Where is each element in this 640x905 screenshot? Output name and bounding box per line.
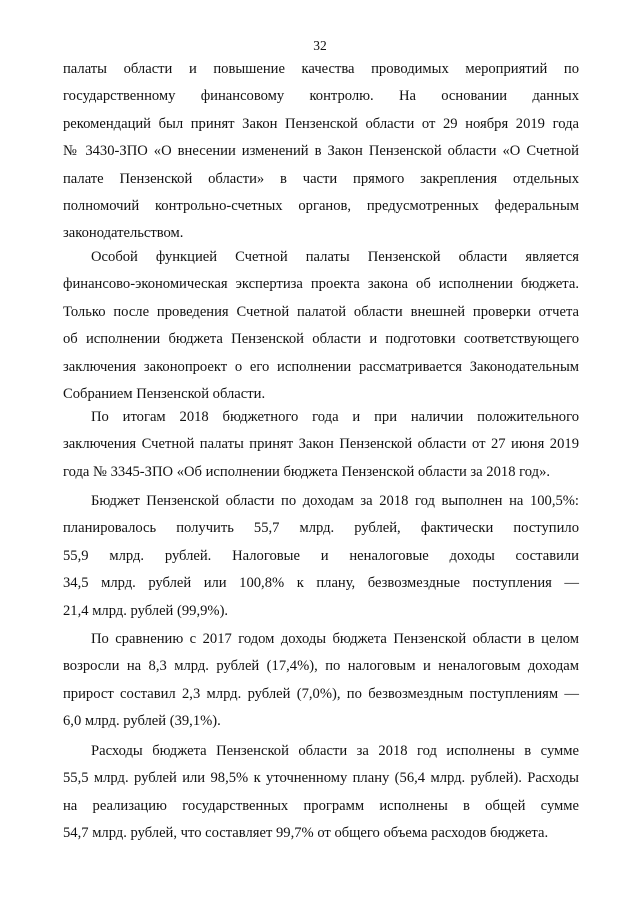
text-line: Собранием Пензенской области. (63, 385, 266, 402)
text-line: заключения законопроект о его исполнении рассматривается Законодательным (63, 358, 579, 375)
text-line: рекомендаций был принят Закон Пензенской области от 29 ноября 2019 года (63, 115, 579, 132)
text-line: Расходы бюджета Пензенской области за 2018 год исполнены в сумме (91, 743, 579, 759)
text-line: Только после проведения Счетной палатой области внешней проверки отчета (63, 303, 579, 320)
text-line: 55,9 млрд. рублей. Налоговые и неналоговые доходы составили (63, 547, 579, 564)
text-line: государственному финансовому контролю. На основании данных (63, 88, 579, 105)
text-line: Бюджет Пензенской области по доходам за 2018 год выполнен на 100,5%: (91, 493, 579, 509)
paragraph-4 (63, 488, 579, 625)
text-line: прирост составил 2,3 млрд. рублей (7,0%), по безвозмездным поступлениям — (63, 685, 579, 702)
text-line: полномочий контрольно-счетных органов, предусмотренных федеральным (63, 197, 579, 214)
text-line: По сравнению с 2017 годом доходы бюджета Пензенской области в целом (91, 631, 579, 647)
text-line: 55,5 млрд. рублей или 98,5% к уточненному плану (56,4 млрд. рублей). Расходы (63, 770, 579, 787)
text-line: 34,5 млрд. рублей или 100,8% к плану, безвозмездные поступления — (63, 575, 579, 592)
text-line: 21,4 млрд. рублей (99,9%). (63, 602, 229, 619)
text-line: 6,0 млрд. рублей (39,1%). (63, 713, 221, 730)
text-line: об исполнении бюджета Пензенской области и подготовки соответствующего (63, 331, 579, 348)
paragraph-6 (63, 738, 579, 848)
paragraph-1 (63, 56, 579, 248)
text-line: палате Пензенской области» в части прямого закрепления отдельных (63, 170, 579, 187)
text-line: возросли на 8,3 млрд. рублей (17,4%), по налоговым и неналоговым доходам (63, 658, 579, 675)
text-line: № 3430-ЗПО «О внесении изменений в Закон Пензенской области «О Счетной (63, 143, 579, 160)
text-line: финансово-экономическая экспертиза проекта закона об исполнении бюджета. (63, 276, 579, 293)
paragraph-5 (63, 626, 579, 736)
text-line: 54,7 млрд. рублей, что составляет 99,7% от общего объема расходов бюджета. (63, 825, 549, 842)
text-line: Особой функцией Счетной палаты Пензенской области является (91, 249, 579, 265)
text-line: на реализацию государственных программ исполнены в общей сумме (63, 797, 579, 814)
paragraph-3 (63, 404, 579, 486)
text-line: планировалось получить 55,7 млрд. рублей, фактически поступило (63, 520, 579, 537)
text-line: законодательством. (63, 225, 184, 242)
text-line: года № 3345-ЗПО «Об исполнении бюджета Пензенской области за 2018 год». (63, 463, 551, 480)
text-line: палаты области и повышение качества проводимых мероприятий по (63, 61, 579, 77)
page-number: 32 (313, 38, 327, 53)
text-line: заключения Счетной палаты принят Закон Пензенской области от 27 июня 2019 (63, 436, 579, 453)
paragraph-2 (63, 244, 579, 408)
text-line: По итогам 2018 бюджетного года и при наличии положительного (91, 409, 579, 425)
